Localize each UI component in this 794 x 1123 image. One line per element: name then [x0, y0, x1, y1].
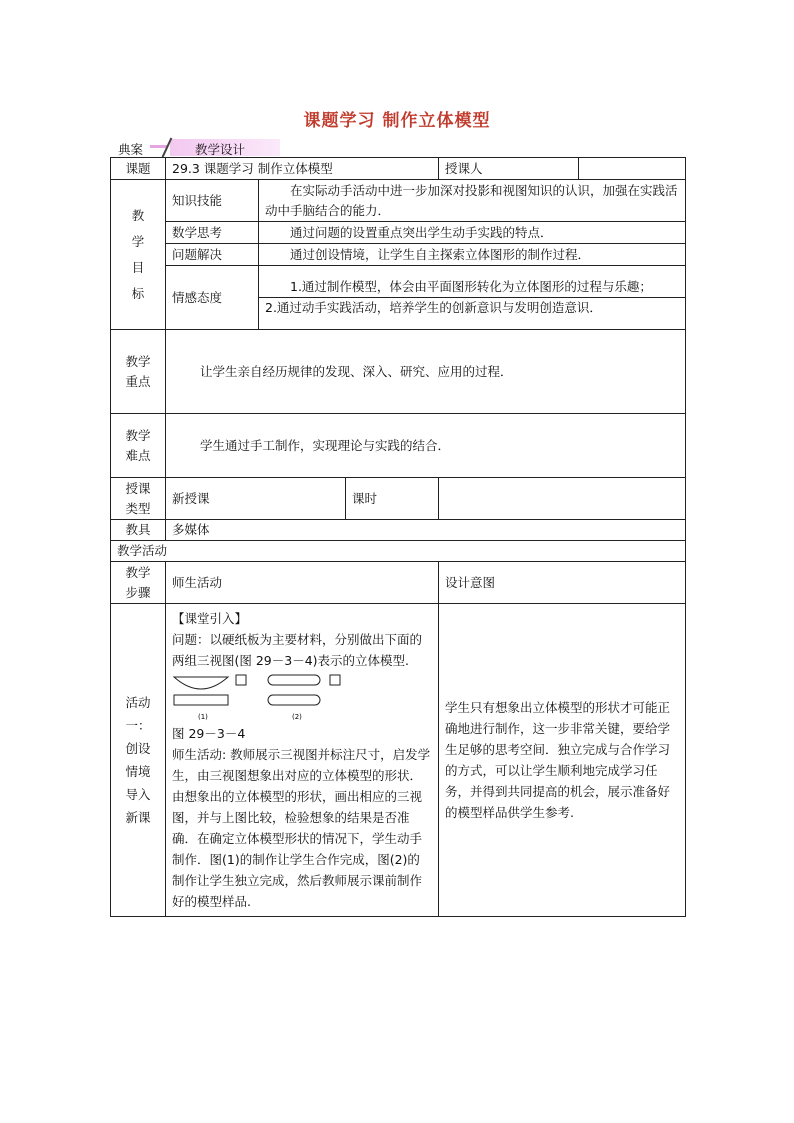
key-point-row [111, 330, 686, 414]
key-point-label [111, 330, 166, 414]
figure1-top-view [174, 695, 228, 705]
teacher-label: 授课人 [439, 158, 579, 180]
class-type-label-text: 授课类型 [125, 480, 151, 516]
goal-text: 通过问题的设置重点突出学生动手实践的特点． [259, 222, 686, 244]
steps-label-text: 教学步骤 [125, 564, 151, 600]
goal-label: 问题解决 [166, 244, 259, 266]
activity1-content [166, 604, 439, 917]
figure1-front-view [174, 677, 228, 689]
goal-row [111, 222, 686, 244]
goal-row [111, 266, 686, 330]
figure1-side-view [236, 675, 246, 685]
activity1-heading: 【课堂引入】 [172, 611, 248, 626]
three-view-figure [172, 671, 472, 723]
class-type-label [111, 478, 166, 520]
design-intent-label: 设计意图 [439, 562, 686, 604]
activity-header: 教学活动 [111, 541, 686, 562]
difficulty-text: 学生通过手工制作，实现理论与实践的结合． [166, 414, 686, 478]
activity-header-row [111, 541, 686, 562]
topic-label: 课题 [111, 158, 166, 180]
figure2-side-view [330, 675, 340, 685]
figure2-top-view [268, 695, 320, 705]
tools-label: 教具 [111, 520, 166, 541]
activity1-question: 问题：以硬纸板为主要材料，分别做出下面的两组三视图(图 29－3－4)表示的立体模型. [172, 632, 423, 668]
steps-label [111, 562, 166, 604]
page-title: 课题学习 制作立体模型 [303, 111, 491, 131]
figure-label-2: (2) [292, 713, 302, 721]
topic-value: 29.3 课题学习 制作立体模型 [166, 158, 439, 180]
figure-label-1: (1) [198, 713, 208, 721]
goal-text: 通过创设情境，让学生自主探索立体图形的制作过程． [259, 244, 686, 266]
figure-caption: 图 29－3－4 [172, 726, 246, 741]
activity1-body: 师生活动: 教师展示三视图并标注尺寸，启发学生，由三视图想象出对应的立体模型的形状．由想象出的立体模型的形状，画出相应的三视图，并与上图比较，检验想象的结果是否准确．在确定立体模型形状的情况下，学生动手制作．图(1)的制作让学生合作完成，图(2)的制作让学生独立完成，然后教师展示课前制作好的模型样品. [172, 747, 431, 909]
goal-row [111, 180, 686, 222]
teacher-activity-label: 师生活动 [166, 562, 439, 604]
goal-label: 情感态度 [166, 266, 259, 330]
class-hours-label: 课时 [346, 478, 439, 520]
steps-header-row [111, 562, 686, 604]
activity1-label [111, 604, 166, 917]
activity1-intent: 学生只有想象出立体模型的形状才可能正确地进行制作，这一步非常关键，要给学生足够的思考空间．独立完成与合作学习的方式，可以让学生顺利地完成学习任务，并得到共同提高的机会，展示准备好的模型样品供学生参考. [439, 604, 686, 917]
goal-text [259, 266, 686, 330]
topic-row [111, 158, 686, 180]
class-type-value: 新授课 [166, 478, 346, 520]
teacher-value [579, 158, 686, 180]
banner-tab [170, 139, 280, 156]
difficulty-row [111, 414, 686, 478]
figure2-front-view [268, 675, 320, 685]
tools-value: 多媒体 [166, 520, 686, 541]
goal-label: 数学思考 [166, 222, 259, 244]
difficulty-label-text: 教学难点 [125, 427, 151, 463]
banner-tab-label: 教学设计 [195, 142, 246, 157]
goal-text-line-1: 1.通过制作模型，体会由平面图形转化为立体图形的过程与乐趣； [290, 279, 652, 294]
goal-row [111, 244, 686, 266]
banner-label: 典案 [118, 142, 144, 157]
lesson-plan-table [110, 157, 686, 917]
goal-label: 知识技能 [166, 180, 259, 222]
key-point-text: 让学生亲自经历规律的发现、深入、研究、应用的过程． [166, 330, 686, 414]
class-type-row [111, 478, 686, 520]
class-hours-value [439, 478, 686, 520]
difficulty-label [111, 414, 166, 478]
activity1-label-text: 活动一：创设情境导入新课 [125, 695, 151, 825]
section-banner [110, 139, 270, 156]
activity1-row [111, 604, 686, 917]
key-point-label-text: 教学重点 [125, 353, 151, 389]
goals-label-text: 教学目标 [131, 207, 145, 301]
tools-row [111, 520, 686, 541]
goals-label [111, 180, 166, 330]
goal-text-line-2: 2.通过动手实践活动，培养学生的创新意识与发明创造意识． [259, 297, 685, 318]
goal-text: 在实际动手活动中进一步加深对投影和视图知识的认识，加强在实践活动中手脑结合的能力． [259, 180, 686, 222]
